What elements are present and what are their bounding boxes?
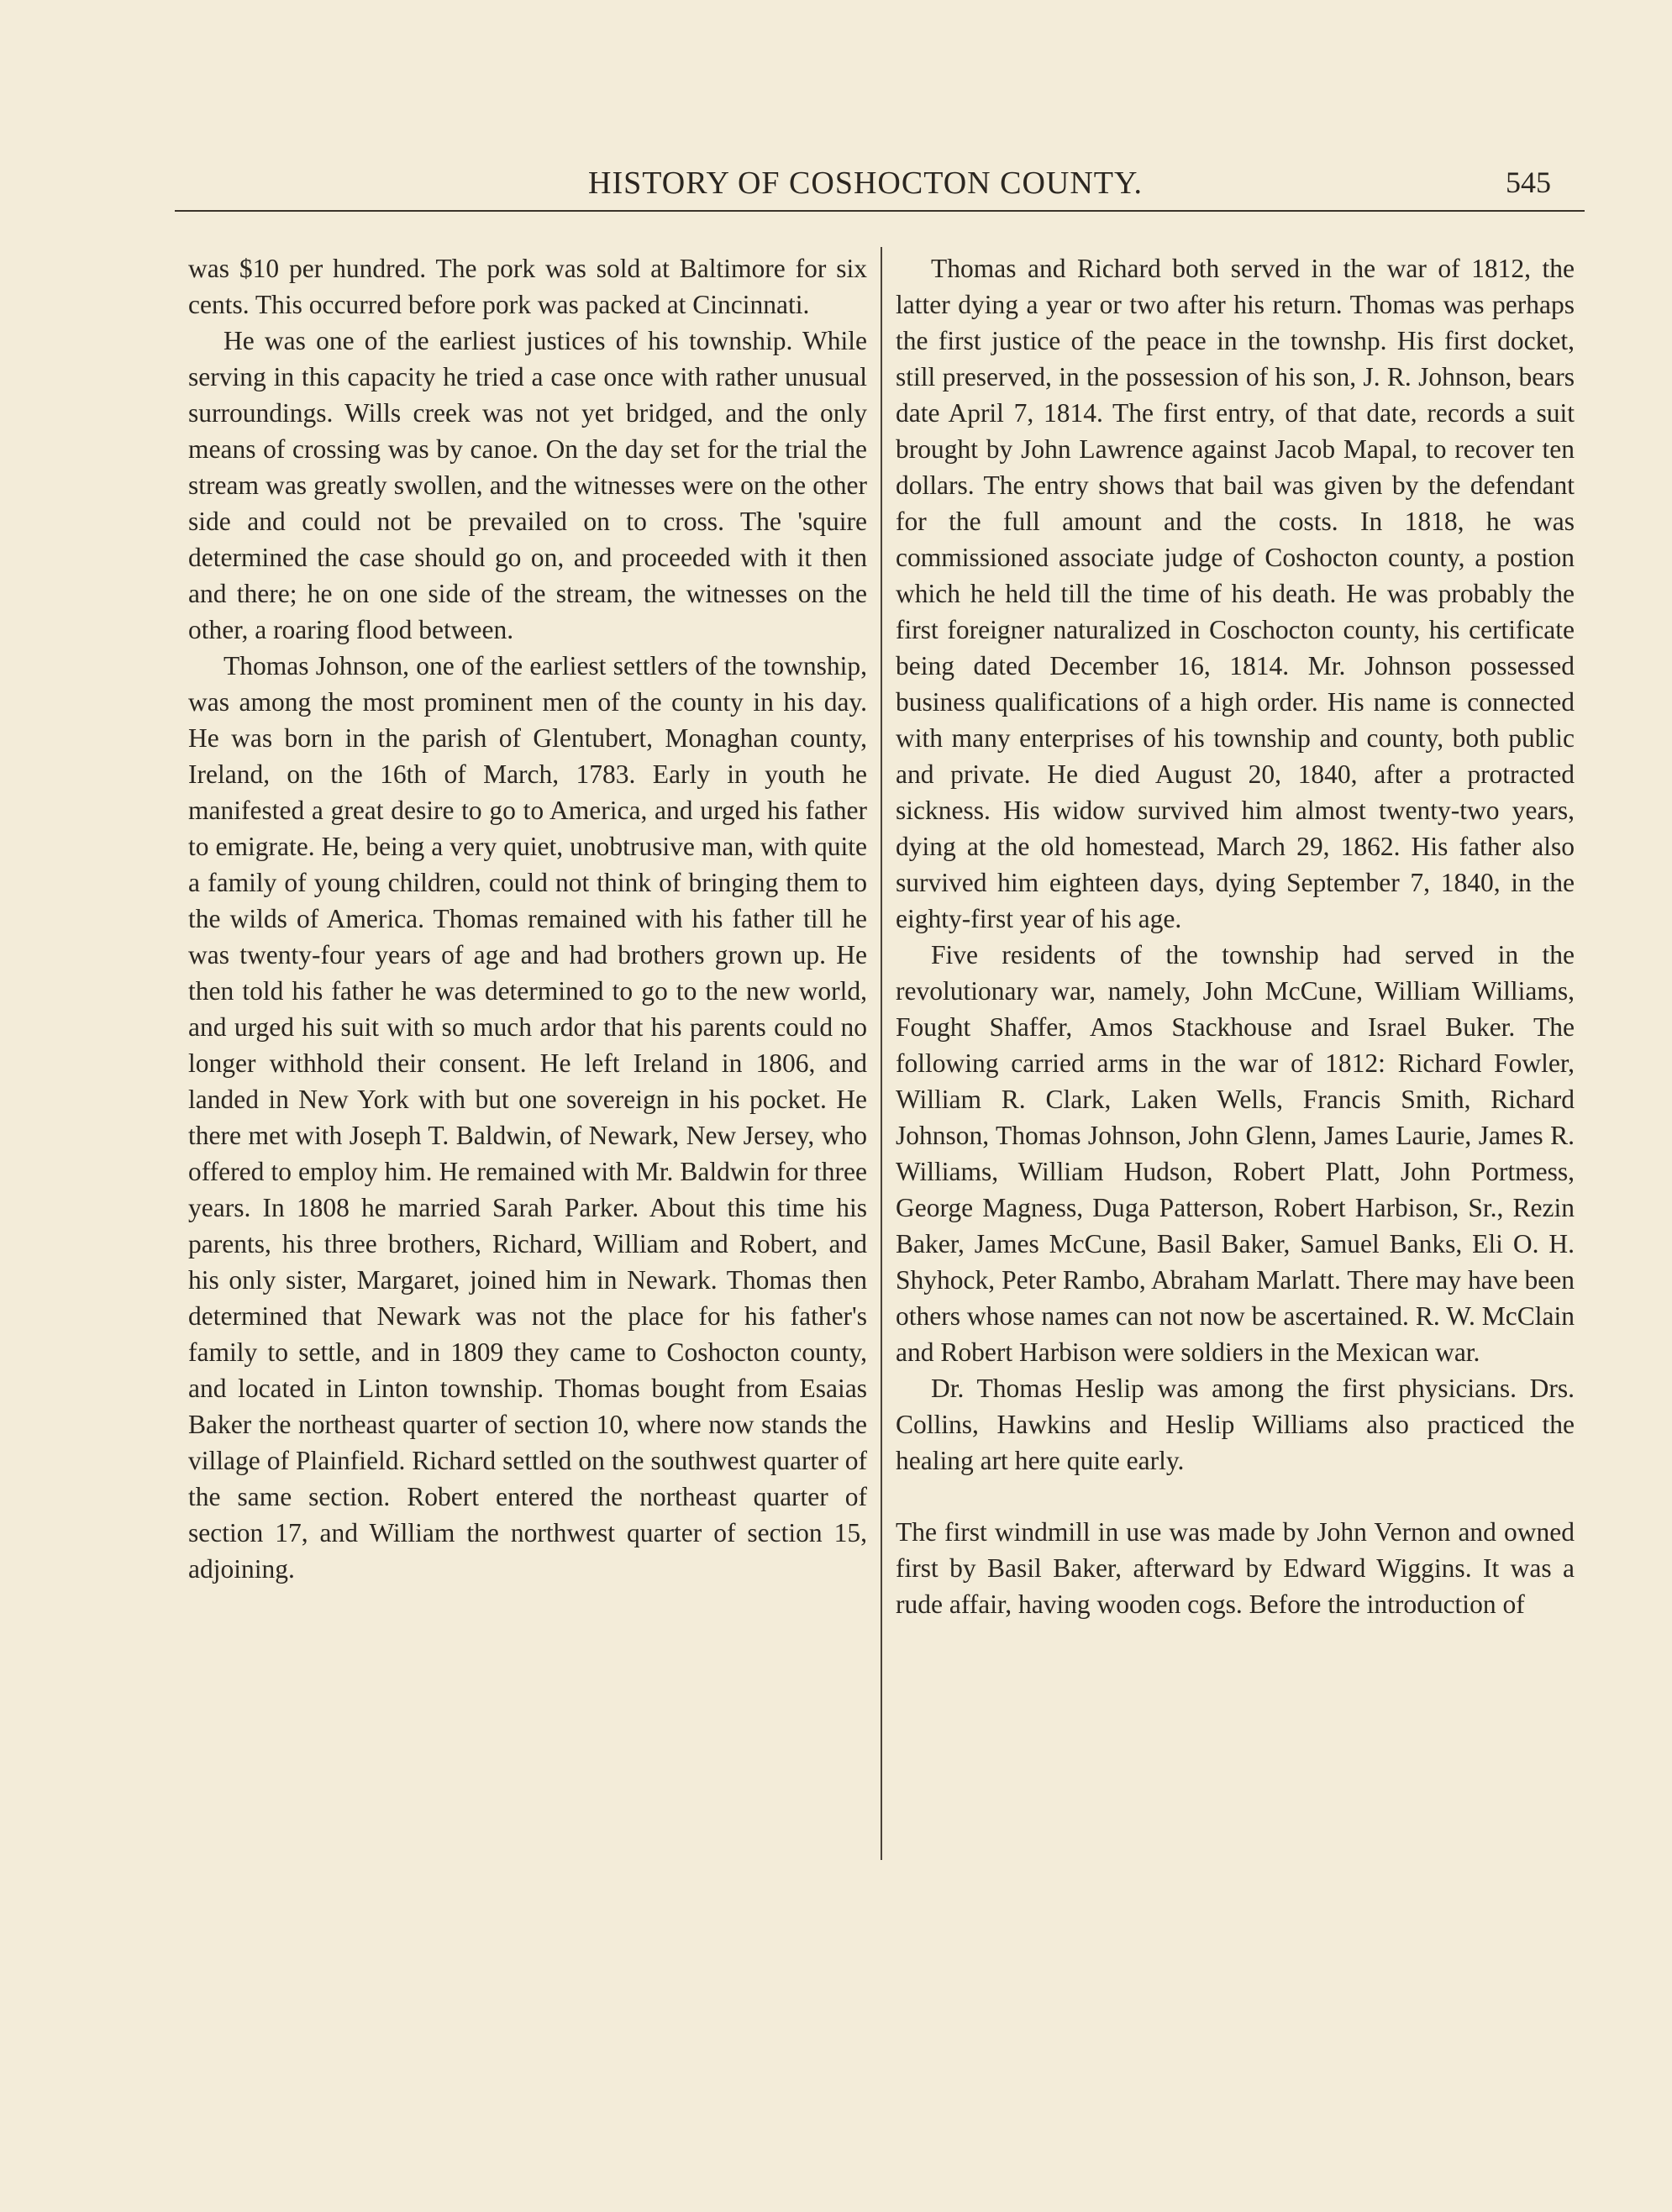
paragraph: Dr. Thomas Heslip was among the first physicians. Drs. Collins, Hawkins and Heslip Williams also practiced the healing art here quite early.	[896, 1374, 1575, 1475]
running-title: HISTORY OF COSHOCTON COUNTY.	[588, 166, 1144, 201]
column-divider	[881, 247, 882, 1860]
right-column	[896, 250, 1575, 1622]
header-rule	[175, 210, 1585, 212]
page-header	[0, 165, 1672, 215]
left-column	[188, 250, 867, 1587]
page-number: 545	[1506, 166, 1551, 199]
paragraph: Five residents of the township had served in the revolutionary war, namely, John McCune, William Williams, Fought Shaffer, Amos Stackhouse and Israel Buker. The following carried arms in the war of 1812: Richard Fowler, William R. Clark, Laken Wells, Francis Smith, Richard Johnson, Thomas Johnson, John Glenn, James Laurie, James R. Williams, William Hudson, Robert Platt, John Portmess, George Magness, Duga Patterson, Robert Harbison, Sr., Rezin Baker, James McCune, Basil Baker, Samuel Banks, Eli O. H. Shyhock, Peter Rambo, Abraham Marlatt. There may have been others whose names can not now be ascertained. R. W. McClain and Robert Harbison were soldiers in the Mexican war.	[896, 940, 1575, 1367]
paragraph: Thomas and Richard both served in the war of 1812, the latter dying a year or two after his return. Thomas was perhaps the first justice of the peace in the townshp. His first docket, still preserved, in the possession of his son, J. R. Johnson, bears date April 7, 1814. The first entry, of that date, records a suit brought by John Lawrence against Jacob Mapal, to recover ten dollars. The entry shows that bail was given by the defendant for the full amount and the costs. In 1818, he was commissioned associate judge of Coshocton county, a postion which he held till the time of his death. He was probably the first foreigner naturalized in Coschocton county, his certificate being dated December 16, 1814. Mr. Johnson possessed business qualifications of a high order. His name is connected with many enterprises of his township and county, both public and private. He died August 20, 1840, after a protracted sickness. His widow survived him almost twenty-two years, dying at the old homestead, March 29, 1862. His father also survived him eighteen days, dying September 7, 1840, in the eighty-first year of his age.	[896, 254, 1575, 933]
paragraph: was $10 per hundred. The pork was sold at Baltimore for six cents. This occurred before pork was packed at Cincinnati.	[188, 254, 867, 319]
paragraph: Thomas Johnson, one of the earliest settlers of the township, was among the most prominent men of the county in his day. He was born in the parish of Glentubert, Monaghan county, Ireland, on the 16th of March, 1783. Early in youth he manifested a great desire to go to America, and urged his father to emigrate. He, being a very quiet, unobtrusive man, with quite a family of young children, could not think of bringing them to the wilds of America. Thomas remained with his father till he was twenty-four years of age and had brothers grown up. He then told his father he was determined to go to the new world, and urged his suit with so much ardor that his parents could no longer withhold their consent. He left Ireland in 1806, and landed in New York with but one sovereign in his pocket. He there met with Joseph T. Baldwin, of Newark, New Jersey, who offered to employ him. He remained with Mr. Baldwin for three years. In 1808 he married Sarah Parker. About this time his parents, his three brothers, Richard, William and Robert, and his only sister, Margaret, joined him in Newark. Thomas then determined that Newark was not the place for his father's family to settle, and in 1809 they came to Coshocton county, and located in Linton township. Thomas bought from Esaias Baker the northeast quarter of section 10, where now stands the village of Plainfield. Richard settled on the southwest quarter of the same section. Robert entered the northeast quarter of section 17, and William the northwest quarter of section 15, adjoining.	[188, 651, 867, 1584]
paragraph: He was one of the earliest justices of his township. While serving in this capacity he tried a case once with rather unusual surroundings. Wills creek was not yet bridged, and the only means of crossing was by canoe. On the day set for the trial the stream was greatly swollen, and the witnesses were on the other side and could not be prevailed on to cross. The 'squire determined the case should go on, and proceeded with it then and there; he on one side of the stream, the witnesses on the other, a roaring flood between.	[188, 326, 867, 644]
paragraph: The first windmill in use was made by John Vernon and owned first by Basil Baker, afterward by Edward Wiggins. It was a rude affair, having wooden cogs. Before the introduction of	[896, 1517, 1575, 1619]
